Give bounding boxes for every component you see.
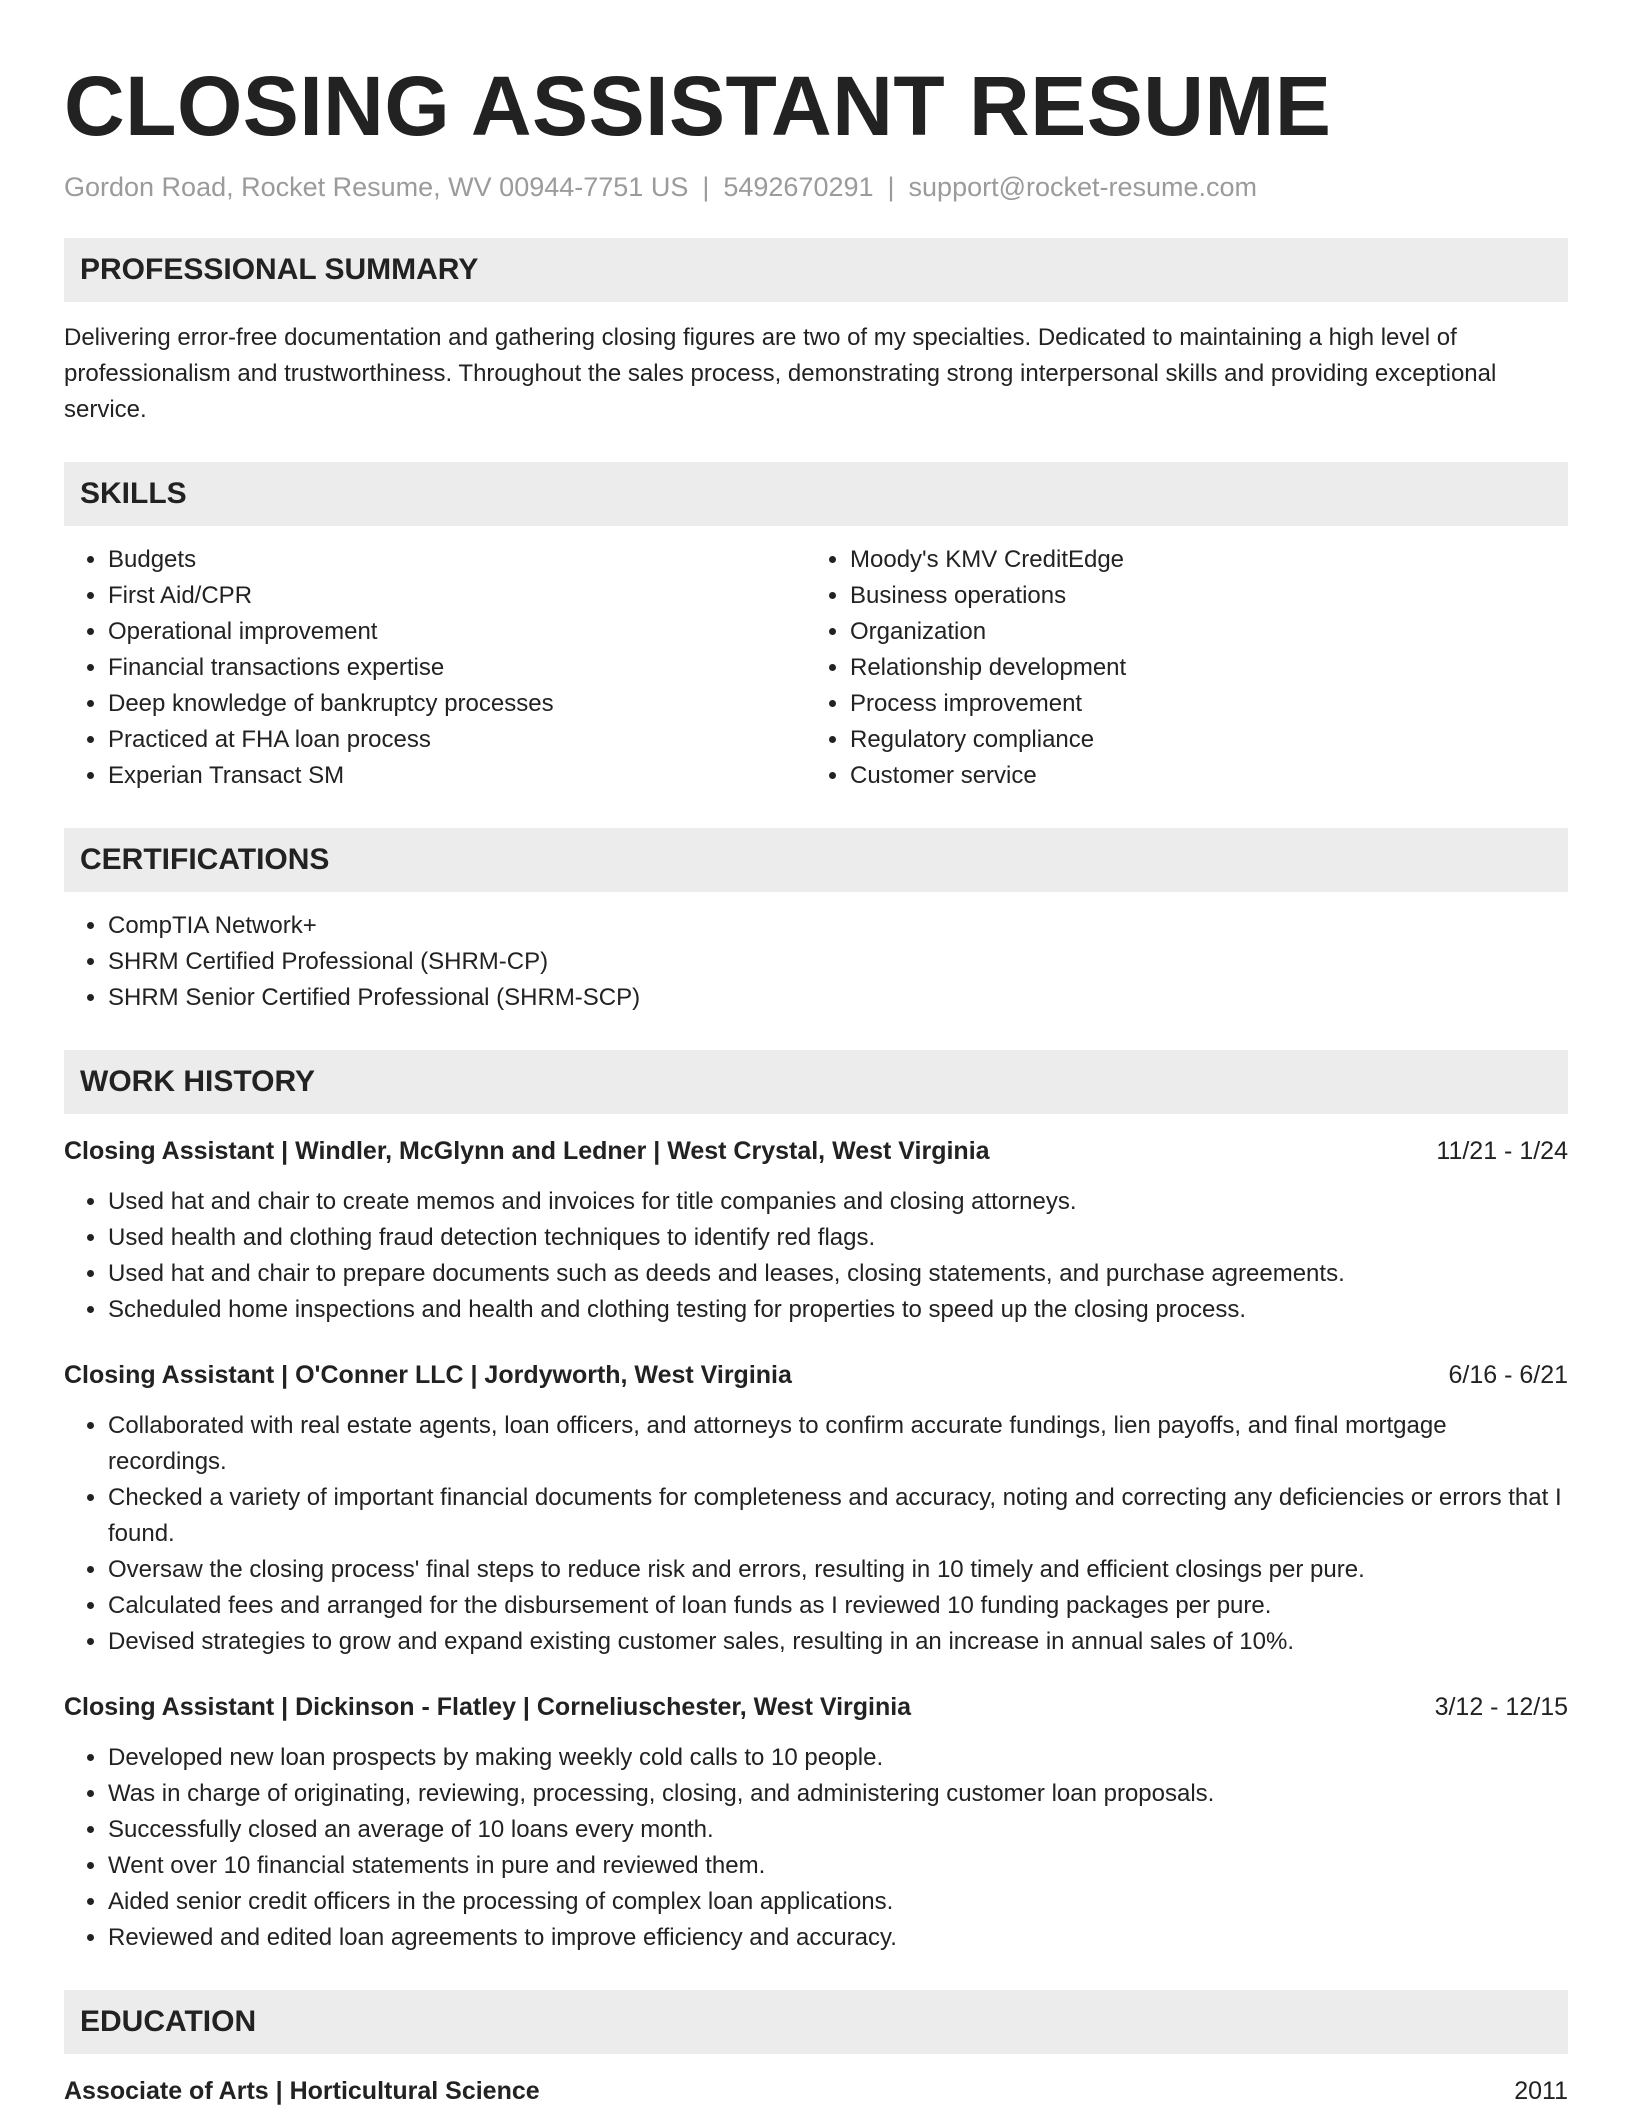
skills-heading: SKILLS: [64, 462, 1568, 526]
skills-grid: [64, 542, 1568, 794]
certification-item: • SHRM Senior Certified Professional (SHRM-SCP): [108, 980, 1568, 1016]
resume-title: CLOSING ASSISTANT RESUME: [64, 59, 1332, 153]
job-bullet: • Devised strategies to grow and expand existing customer sales, resulting in an increase in annual sales of 10%.: [108, 1624, 1568, 1660]
summary-text: Delivering error-free documentation and gathering closing figures are two of my specialties. Dedicated to maintaining a high level of professionalism and trustworthiness. Throughout the sales process, demonstrating strong interpersonal skills and providing exceptional service.: [64, 324, 1497, 423]
job-bullet: • Used hat and chair to create memos and invoices for title companies and closing attorneys.: [108, 1184, 1568, 1220]
skills-list-right: [806, 542, 1548, 794]
skill-item: • Operational improvement: [108, 614, 806, 650]
job-bullets: [64, 1740, 1568, 1956]
skill-item: • Organization: [850, 614, 1548, 650]
job-bullet: • Scheduled home inspections and health and clothing testing for properties to speed up the closing process.: [108, 1292, 1568, 1328]
skill-item: • Practiced at FHA loan process: [108, 722, 806, 758]
skill-item: • Deep knowledge of bankruptcy processes: [108, 686, 806, 722]
job-bullet: • Reviewed and edited loan agreements to improve efficiency and accuracy.: [108, 1920, 1568, 1956]
job-entry: [64, 1690, 1568, 1956]
skill-item: • Regulatory compliance: [850, 722, 1548, 758]
contact-phone: 5492670291: [723, 172, 874, 202]
job-bullet: • Developed new loan prospects by making weekly cold calls to 10 people.: [108, 1740, 1568, 1776]
skill-item: • Experian Transact SM: [108, 758, 806, 794]
job-bullets: [64, 1184, 1568, 1328]
job-bullet: • Calculated fees and arranged for the disbursement of loan funds as I reviewed 10 funding packages per pure.: [108, 1588, 1568, 1624]
job-dates: 3/12 - 12/15: [1434, 1693, 1568, 1721]
skill-item: • Moody's KMV CreditEdge: [850, 542, 1548, 578]
job-entry: [64, 1134, 1568, 1328]
education-degree: Associate of Arts | Horticultural Science: [64, 2077, 540, 2105]
job-bullet: • Collaborated with real estate agents, loan officers, and attorneys to confirm accurate fundings, lien payoffs, and final mortgage recordings.: [108, 1408, 1568, 1480]
skill-item: • Relationship development: [850, 650, 1548, 686]
job-title: Closing Assistant | O'Conner LLC | Jordyworth, West Virginia: [64, 1361, 792, 1389]
certification-item: • SHRM Certified Professional (SHRM-CP): [108, 944, 1568, 980]
summary-heading: PROFESSIONAL SUMMARY: [64, 238, 1568, 302]
job-bullet: • Successfully closed an average of 10 loans every month.: [108, 1812, 1568, 1848]
education-entry: [64, 2074, 1568, 2108]
job-header: [64, 1690, 1568, 1724]
job-entry: [64, 1358, 1568, 1660]
job-title: Closing Assistant | Dickinson - Flatley | Corneliuschester, West Virginia: [64, 1693, 912, 1721]
certifications-list: [64, 908, 1568, 1016]
job-bullets: [64, 1408, 1568, 1660]
skill-item: • Customer service: [850, 758, 1548, 794]
job-bullet: • Went over 10 financial statements in pure and reviewed them.: [108, 1848, 1568, 1884]
education-heading: EDUCATION: [64, 1990, 1568, 2054]
skill-item: • Budgets: [108, 542, 806, 578]
contact-line: [64, 170, 1568, 204]
contact-email: support@rocket-resume.com: [908, 172, 1258, 202]
job-bullet: • Was in charge of originating, reviewing, processing, closing, and administering customer loan proposals.: [108, 1776, 1568, 1812]
job-bullet: • Used hat and chair to prepare documents such as deeds and leases, closing statements, and purchase agreements.: [108, 1256, 1568, 1292]
work-history-heading: WORK HISTORY: [64, 1050, 1568, 1114]
skills-list-left: [64, 542, 806, 794]
job-dates: 11/21 - 1/24: [1436, 1137, 1568, 1165]
contact-separator: |: [887, 172, 895, 202]
job-bullet: • Used health and clothing fraud detection techniques to identify red flags.: [108, 1220, 1568, 1256]
education-dates: 2011: [1514, 2077, 1568, 2105]
job-title: Closing Assistant | Windler, McGlynn and Ledner | West Crystal, West Virginia: [64, 1137, 990, 1165]
contact-address: Gordon Road, Rocket Resume, WV 00944-7751 US: [64, 172, 689, 202]
certification-item: • CompTIA Network+: [108, 908, 1568, 944]
contact-separator: |: [702, 172, 710, 202]
job-bullet: • Checked a variety of important financial documents for completeness and accuracy, noting and correcting any deficiencies or errors that I found.: [108, 1480, 1568, 1552]
job-header: [64, 1134, 1568, 1168]
skill-item: • Business operations: [850, 578, 1548, 614]
job-bullet: • Aided senior credit officers in the processing of complex loan applications.: [108, 1884, 1568, 1920]
job-dates: 6/16 - 6/21: [1448, 1361, 1568, 1389]
job-header: [64, 1358, 1568, 1392]
certifications-heading: CERTIFICATIONS: [64, 828, 1568, 892]
skill-item: • Financial transactions expertise: [108, 650, 806, 686]
skill-item: • First Aid/CPR: [108, 578, 806, 614]
skill-item: • Process improvement: [850, 686, 1548, 722]
job-bullet: • Oversaw the closing process' final steps to reduce risk and errors, resulting in 10 timely and efficient closings per pure.: [108, 1552, 1568, 1588]
